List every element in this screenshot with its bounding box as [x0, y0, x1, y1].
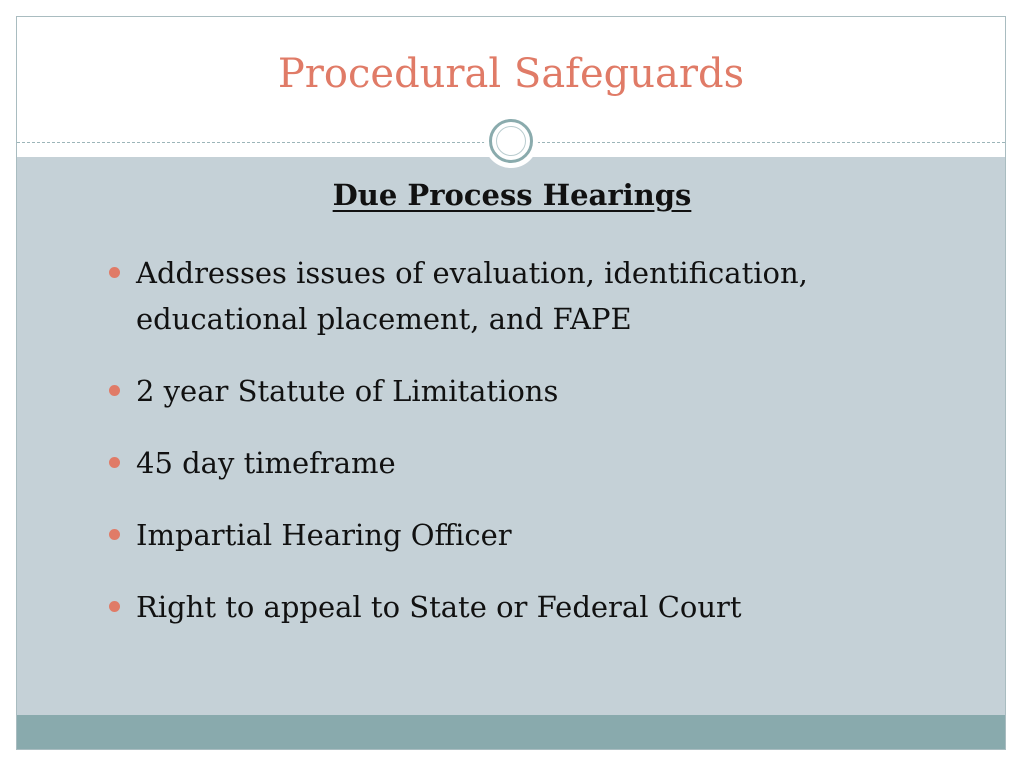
circle-ornament-icon	[484, 114, 538, 168]
list-item	[104, 368, 864, 414]
list-item	[104, 584, 864, 630]
bullet-list	[104, 250, 864, 656]
bullet-text: Right to appeal to State or Federal Court	[136, 590, 742, 624]
bullet-dot-icon	[109, 457, 120, 468]
bullet-text: Addresses issues of evaluation, identification, educational placement, and FAPE	[136, 256, 808, 336]
bullet-dot-icon	[109, 529, 120, 540]
footer-bar	[17, 715, 1005, 749]
bullet-dot-icon	[109, 267, 120, 278]
bullet-text: 45 day timeframe	[136, 446, 396, 480]
section-heading: Due Process Hearings	[332, 178, 692, 212]
bullet-dot-icon	[109, 385, 120, 396]
list-item	[104, 250, 864, 342]
bullet-text: Impartial Hearing Officer	[136, 518, 512, 552]
bullet-text: 2 year Statute of Limitations	[136, 374, 559, 408]
slide-title: Procedural Safeguards	[277, 51, 745, 97]
list-item	[104, 512, 864, 558]
ornament-inner-ring	[496, 126, 526, 156]
bullet-dot-icon	[109, 601, 120, 612]
ornament-ring	[489, 119, 533, 163]
list-item	[104, 440, 864, 486]
